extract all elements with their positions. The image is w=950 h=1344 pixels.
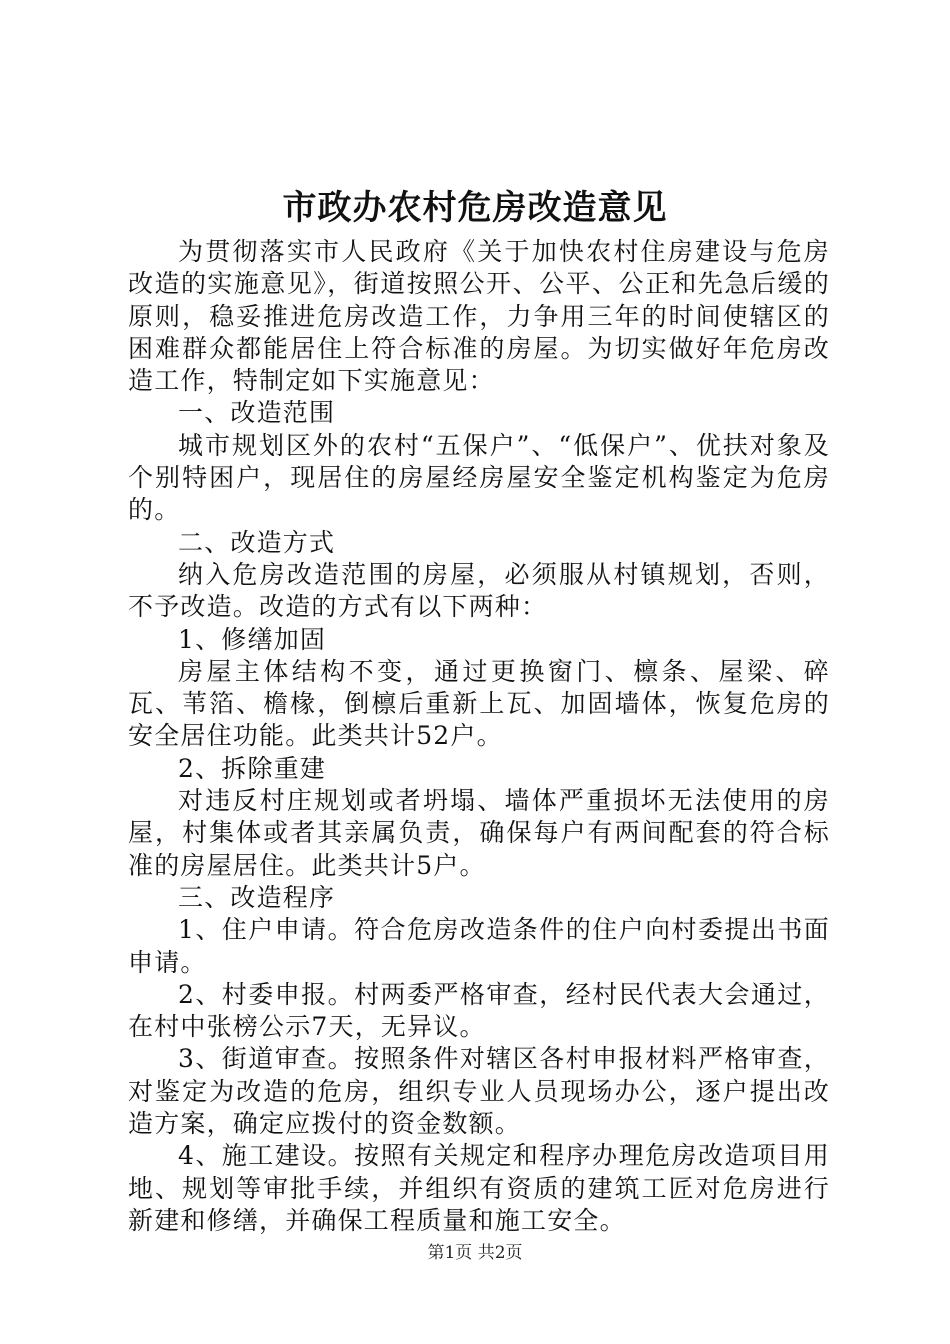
intro-paragraph: 为贯彻落实市人民政府《关于加快农村住房建设与危房改造的实施意见》，街道按照公开、公平、公正和先急后缓的原则，稳妥推进危房改造工作，力争用三年的时间使辖区的困难群众都能居住上符合标准的房屋。为切实做好年危房改造工作，特制定如下实施意见： bbox=[128, 237, 830, 396]
document-title: 市政办农村危房改造意见 bbox=[282, 188, 668, 228]
procedure-step-4: 4、施工建设。按照有关规定和程序办理危房改造项目用地、规划等审批手续，并组织有资质的建筑工匠对危房进行新建和修缮，并确保工程质量和施工安全。 bbox=[128, 1141, 830, 1235]
repair-paragraph: 房屋主体结构不变，通过更换窗门、檩条、屋梁、碎瓦、苇箔、檐椽，倒檩后重新上瓦、加固墙体，恢复危房的安全居住功能。此类共计52户。 bbox=[128, 656, 830, 751]
method-paragraph: 纳入危房改造范围的房屋，必须服从村镇规划，否则，不予改造。改造的方式有以下两种： bbox=[128, 559, 830, 622]
document-body bbox=[128, 236, 830, 1237]
section-heading-procedure: 三、改造程序 bbox=[178, 882, 336, 912]
procedure-step-2: 2、村委申报。村两委严格审查，经村民代表大会通过，在村中张榜公示7天，无异议。 bbox=[128, 979, 830, 1042]
procedure-step-3: 3、街道审查。按照条件对辖区各村申报材料严格审查，对鉴定为改造的危房，组织专业人员现场办公，逐户提出改造方案，确定应拨付的资金数额。 bbox=[128, 1044, 830, 1139]
section-heading-method: 二、改造方式 bbox=[178, 527, 336, 557]
procedure-step-1: 1、住户申请。符合危房改造条件的住户向村委提出书面申请。 bbox=[128, 915, 830, 977]
rebuild-paragraph: 对违反村庄规划或者坍塌、墙体严重损坏无法使用的房屋，村集体或者其亲属负责，确保每户有两间配套的符合标准的房屋居住。此类共计5户。 bbox=[128, 786, 830, 880]
page-footer: 第1页 共2页 bbox=[427, 1243, 523, 1263]
subheading-rebuild: 2、拆除重建 bbox=[178, 753, 327, 783]
section-heading-scope: 一、改造范围 bbox=[178, 398, 336, 428]
subheading-repair: 1、修缮加固 bbox=[178, 624, 327, 654]
scope-paragraph: 城市规划区外的农村“五保户”、“低保户”、优扶对象及个别特困户，现居住的房屋经房屋安全鉴定机构鉴定为危房的。 bbox=[128, 430, 830, 525]
